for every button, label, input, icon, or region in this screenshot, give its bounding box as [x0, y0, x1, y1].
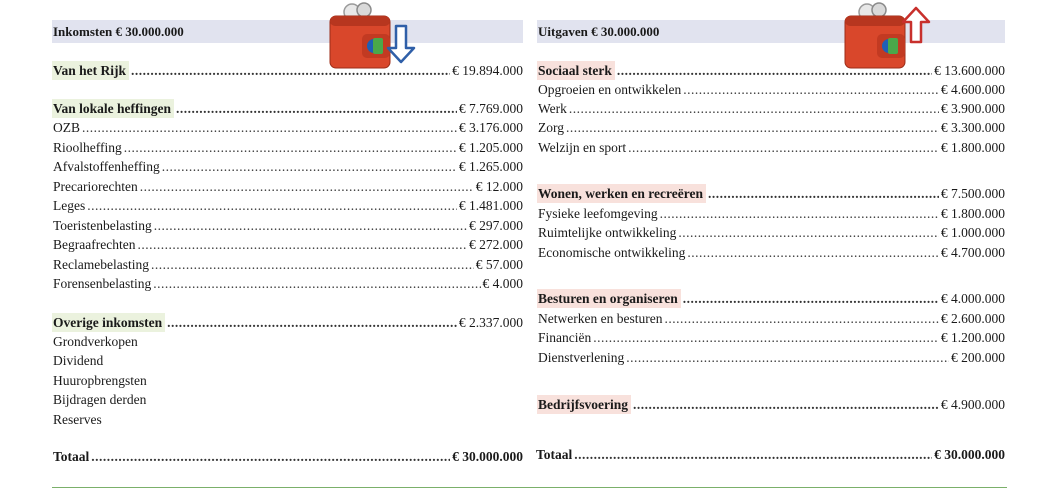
list-item	[52, 157, 523, 176]
leader-dots	[687, 243, 939, 262]
item-value: € 1.205.000	[458, 140, 523, 155]
list-item	[537, 204, 1005, 223]
arrow-up-icon	[903, 8, 929, 42]
leader-dots	[633, 395, 939, 414]
section-value: € 4.900.000	[940, 397, 1005, 412]
income-header: Inkomsten € 30.000.000	[52, 20, 523, 43]
list-item	[52, 177, 523, 196]
list-item	[52, 216, 523, 235]
expenses-header: Uitgaven € 30.000.000	[537, 20, 1005, 43]
list-item	[537, 138, 1005, 157]
item-value: € 272.000	[469, 237, 523, 252]
leader-dots	[162, 157, 457, 176]
expense-section-wonen	[537, 184, 1005, 203]
income-section-heffingen	[52, 99, 523, 118]
item-value: € 200.000	[951, 350, 1005, 365]
leader-dots	[664, 309, 938, 328]
income-total	[52, 447, 523, 466]
item-label: Afvalstoffenheffing	[53, 159, 160, 174]
list-item	[537, 328, 1005, 347]
item-label: Leges	[53, 198, 86, 213]
list-item	[537, 223, 1005, 242]
list-item	[537, 309, 1005, 328]
leader-dots	[574, 445, 932, 464]
item-label: Fysieke leefomgeving	[538, 206, 658, 221]
list-item	[537, 348, 1005, 367]
item-value: € 4.700.000	[940, 245, 1005, 260]
item-value: € 1.800.000	[940, 140, 1005, 155]
section-value: € 13.600.000	[934, 63, 1005, 78]
list-item	[52, 138, 523, 157]
list-item: Bijdragen derden	[53, 392, 147, 407]
income-section-rijk	[52, 61, 523, 80]
item-label: OZB	[53, 120, 80, 135]
list-item	[537, 243, 1005, 262]
item-value: € 4.000	[482, 276, 523, 291]
item-label: Begraafrechten	[53, 237, 136, 252]
list-item	[537, 99, 1005, 118]
wallet-income-icon	[328, 2, 424, 70]
list-item	[52, 118, 523, 137]
list-item: Dividend	[53, 353, 104, 368]
expense-section-bedrijfsvoering	[537, 395, 1005, 414]
arrow-down-icon	[388, 26, 414, 62]
leader-dots	[124, 138, 457, 157]
section-label: Van het Rijk	[52, 61, 129, 80]
item-label: Welzijn en sport	[538, 140, 627, 155]
list-item	[52, 196, 523, 215]
bottom-rule	[52, 487, 1007, 488]
section-label: Besturen en organiseren	[537, 289, 681, 308]
total-label: Totaal	[53, 449, 90, 464]
item-label: Ruimtelijke ontwikkeling	[538, 225, 677, 240]
list-item: Huuropbrengsten	[53, 373, 147, 388]
item-value: € 2.600.000	[940, 311, 1005, 326]
leader-dots	[626, 348, 949, 367]
section-label: Bedrijfsvoering	[537, 395, 631, 414]
item-value: € 12.000	[475, 179, 523, 194]
item-label: Opgroeien en ontwikkelen	[538, 82, 682, 97]
item-label: Werk	[538, 101, 567, 116]
item-label: Forensenbelasting	[53, 276, 152, 291]
item-value: € 1.265.000	[458, 159, 523, 174]
item-value: € 1.000.000	[940, 225, 1005, 240]
expense-section-besturen	[537, 289, 1005, 308]
leader-dots	[154, 216, 467, 235]
coin-icon	[357, 3, 371, 17]
section-label: Overige inkomsten	[52, 313, 165, 332]
item-value: € 1.481.000	[458, 198, 523, 213]
leader-dots	[628, 138, 939, 157]
leader-dots	[167, 313, 457, 332]
item-label: Zorg	[538, 120, 564, 135]
item-label: Toeristenbelasting	[53, 218, 152, 233]
expenses-total	[535, 445, 1005, 464]
section-value: € 4.000.000	[940, 291, 1005, 306]
leader-dots	[683, 289, 939, 308]
section-value: € 7.769.000	[458, 101, 523, 116]
section-value: € 19.894.000	[452, 63, 523, 78]
leader-dots	[678, 223, 939, 242]
leader-dots	[593, 328, 939, 347]
section-label: Van lokale heffingen	[52, 99, 174, 118]
item-label: Netwerken en besturen	[538, 311, 663, 326]
list-item	[52, 255, 523, 274]
wallet-expenses-icon	[843, 2, 939, 70]
item-label: Economische ontwikkeling	[538, 245, 686, 260]
list-item	[537, 118, 1005, 137]
item-value: € 1.800.000	[940, 206, 1005, 221]
income-section-overige	[52, 313, 523, 332]
item-label: Dienstverlening	[538, 350, 625, 365]
leader-dots	[91, 447, 450, 466]
leader-dots	[569, 99, 939, 118]
item-label: Rioolheffing	[53, 140, 122, 155]
section-label: Sociaal sterk	[537, 61, 615, 80]
list-item	[52, 235, 523, 254]
leader-dots	[153, 274, 480, 293]
item-label: Precariorechten	[53, 179, 138, 194]
item-value: € 57.000	[475, 257, 523, 272]
section-label: Wonen, werken en recreëren	[537, 184, 706, 203]
total-label: Totaal	[536, 447, 573, 462]
item-value: € 297.000	[469, 218, 523, 233]
list-item: Grondverkopen	[53, 334, 138, 349]
section-value: € 2.337.000	[458, 315, 523, 330]
leader-dots	[137, 235, 467, 254]
item-value: € 3.176.000	[458, 120, 523, 135]
leader-dots	[176, 99, 457, 118]
coin-icon	[872, 3, 886, 17]
leader-dots	[660, 204, 939, 223]
leader-dots	[87, 196, 457, 215]
item-value: € 4.600.000	[940, 82, 1005, 97]
leader-dots	[566, 118, 939, 137]
item-label: Financiën	[538, 330, 592, 345]
total-value: € 30.000.000	[934, 447, 1005, 462]
leader-dots	[708, 184, 939, 203]
section-value: € 7.500.000	[940, 186, 1005, 201]
leader-dots	[82, 118, 457, 137]
item-value: € 3.300.000	[940, 120, 1005, 135]
item-value: € 1.200.000	[940, 330, 1005, 345]
item-value: € 3.900.000	[940, 101, 1005, 116]
leader-dots	[151, 255, 474, 274]
list-item	[537, 80, 1005, 99]
leader-dots	[683, 80, 939, 99]
income-column	[52, 20, 523, 464]
item-label: Reclamebelasting	[53, 257, 149, 272]
list-item: Reserves	[53, 412, 102, 427]
list-item	[52, 274, 523, 293]
total-value: € 30.000.000	[452, 449, 523, 464]
leader-dots	[140, 177, 474, 196]
